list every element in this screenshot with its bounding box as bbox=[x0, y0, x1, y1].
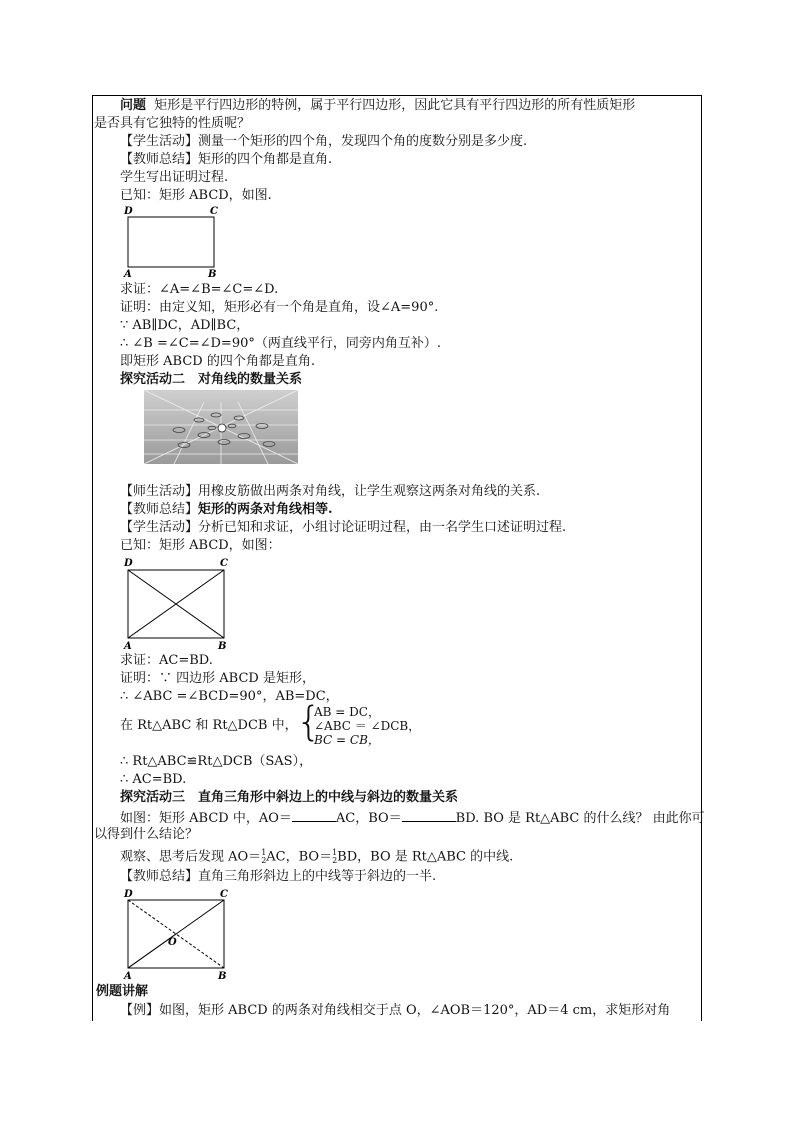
system-brace: { bbox=[296, 699, 322, 745]
label-c: C bbox=[220, 889, 228, 900]
frac-den: 2 bbox=[332, 856, 338, 865]
label-d: D bbox=[124, 206, 133, 217]
known-2: 已知：矩形 ABCD，如图： bbox=[120, 538, 281, 553]
label-b: B bbox=[218, 641, 227, 652]
rectangle-diagonals-figure bbox=[122, 556, 232, 652]
question-3-line-2: 以得到什么结论？ bbox=[94, 827, 199, 842]
proof-1c: ∴ ∠B =∠C=∠D=90°（两直线平行，同旁内角互补）. bbox=[120, 336, 441, 351]
frac-num: 1 bbox=[332, 848, 338, 857]
label-c: C bbox=[210, 206, 218, 217]
label-c: C bbox=[220, 558, 228, 569]
q3-part-1: 如图：矩形 ABCD 中，AO＝ bbox=[120, 811, 292, 826]
rectangle-figure-1 bbox=[122, 204, 222, 280]
proof-2b: ∴ ∠ABC =∠BCD=90°，AB=DC， bbox=[120, 689, 339, 704]
label-o: O bbox=[168, 937, 177, 948]
paragraph-students-write: 学生写出证明过程. bbox=[120, 170, 229, 185]
label-d: D bbox=[124, 558, 133, 569]
student-activity-2: 【学生活动】分析已知和求证，小组讨论证明过程，由一名学生口述证明过程. bbox=[120, 520, 567, 535]
teacher-summary-3: 【教师总结】直角三角形斜边上的中线等于斜边的一半. bbox=[120, 869, 437, 884]
prove-2: 求证：AC=BD. bbox=[120, 653, 213, 668]
blank-ao[interactable] bbox=[292, 809, 336, 822]
question-line-1 bbox=[120, 98, 635, 114]
proof-1a: 证明：由定义知，矩形必有一个角是直角，设∠A=90°. bbox=[120, 300, 439, 315]
summary-prefix: 【教师总结】 bbox=[120, 502, 199, 517]
teacher-student-activity-2: 【师生活动】用橡皮筋做出两条对角线，让学生观察这两条对角线的关系. bbox=[120, 484, 541, 499]
obs-part-1: 观察、思考后发现 AO＝ bbox=[120, 849, 262, 865]
label-b: B bbox=[218, 971, 227, 982]
question-label: 问题 bbox=[120, 98, 147, 113]
teacher-summary-2 bbox=[120, 502, 333, 518]
rectangle-median-figure bbox=[122, 886, 232, 982]
q3-part-2: AC，BO＝ bbox=[335, 811, 402, 826]
system-line-1: AB = DC， bbox=[314, 705, 380, 719]
label-b: B bbox=[208, 269, 217, 280]
label-a: A bbox=[124, 269, 132, 280]
label-d: D bbox=[124, 889, 133, 900]
frac-num: 1 bbox=[261, 848, 267, 857]
summary-bold: 矩形的两条对角线相等. bbox=[198, 502, 333, 517]
proof-2a: 证明：∵ 四边形 ABCD 是矩形， bbox=[120, 671, 315, 686]
q3-part-3: BD. BO 是 Rt△ABC 的什么线？ 由此你可 bbox=[455, 811, 705, 826]
label-a: A bbox=[124, 971, 132, 982]
observation-line bbox=[120, 849, 513, 866]
question-line-2: 是否具有它独特的性质呢？ bbox=[94, 116, 251, 131]
proof-1d: 即矩形 ABCD 的四个角都是直角. bbox=[120, 354, 315, 369]
rubber-band-board-photo bbox=[144, 390, 298, 464]
obs-part-3: BD，BO 是 Rt△ABC 的中线. bbox=[337, 849, 514, 865]
proof-2e: ∴ AC=BD. bbox=[120, 772, 187, 787]
teacher-summary-1: 【教师总结】矩形的四个角都是直角. bbox=[120, 152, 333, 167]
blank-bo[interactable] bbox=[402, 809, 456, 822]
proof-2c: 在 Rt△ABC 和 Rt△DCB 中， bbox=[120, 718, 298, 733]
proof-1b: ∵ AB∥DC，AD∥BC， bbox=[120, 318, 250, 333]
label-a: A bbox=[124, 641, 132, 652]
system-line-3: BC = CB， bbox=[314, 733, 380, 747]
proof-2d: ∴ Rt△ABC≌Rt△DCB（SAS）， bbox=[120, 754, 313, 769]
example-text: 【例】如图，矩形 ABCD 的两条对角线相交于点 O，∠AOB＝120°，AD＝4 cm，求矩形对角 bbox=[120, 1003, 671, 1018]
system-line-2: ∠ABC ＝ ∠DCB， bbox=[314, 719, 421, 733]
question-text: 矩形是平行四边形的特例，属于平行四边形，因此它具有平行四边形的所有性质矩形 bbox=[154, 98, 636, 113]
activity-2-heading: 探究活动二 对角线的数量关系 bbox=[120, 372, 303, 387]
obs-part-2: AC，BO＝ bbox=[266, 849, 333, 865]
example-heading: 例题讲解 bbox=[96, 984, 149, 999]
student-activity-1: 【学生活动】测量一个矩形的四个角，发现四个角的度数分别是多少度. bbox=[120, 134, 528, 149]
frac-den: 2 bbox=[261, 856, 267, 865]
known-1: 已知：矩形 ABCD，如图. bbox=[120, 188, 272, 203]
question-3-line-1 bbox=[120, 809, 705, 827]
activity-3-heading: 探究活动三 直角三角形中斜边上的中线与斜边的数量关系 bbox=[120, 790, 459, 805]
prove-1: 求证：∠A=∠B=∠C=∠D. bbox=[120, 282, 279, 297]
